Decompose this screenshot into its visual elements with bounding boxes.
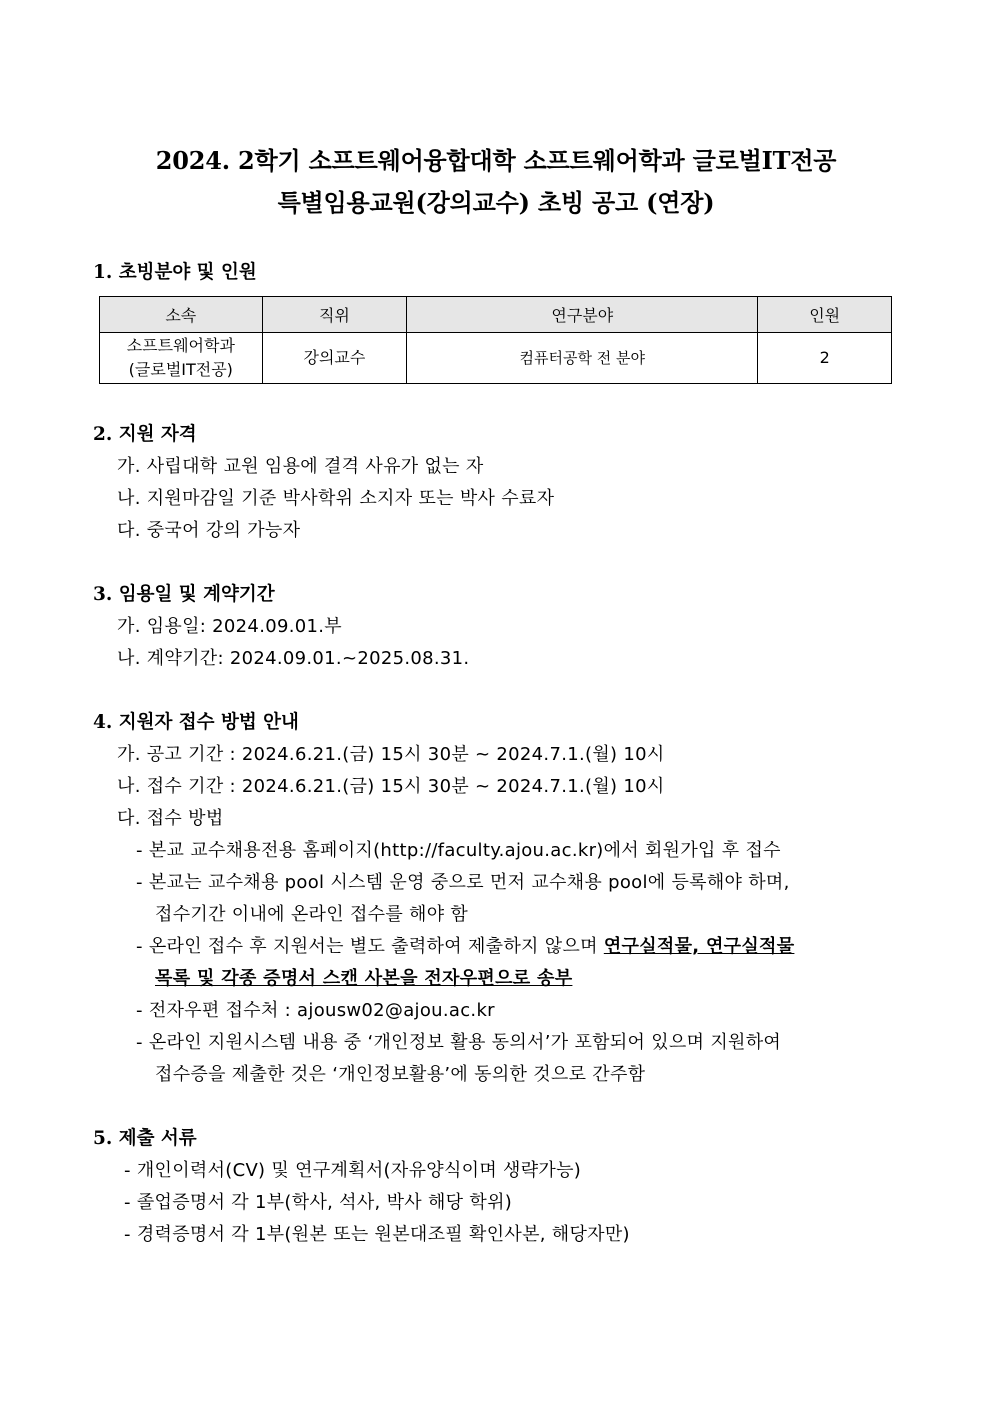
section-3-heading: 3. 임용일 및 계약기간 [93,584,275,605]
table-header-dept: 소속 [100,297,263,333]
table-header-row [100,297,892,333]
document-item: - 개인이력서(CV) 및 연구계획서(자유양식이며 생략가능) [124,1160,582,1181]
method-bullet-continued [155,964,572,990]
table-cell-position: 강의교수 [262,333,407,384]
method-bullet: - 본교는 교수채용 pool 시스템 운영 중으로 먼저 교수채용 pool에 등록해야 하며, [136,872,790,893]
qualification-item: 다. 중국어 강의 가능자 [117,520,301,541]
table-header-position: 직위 [262,297,407,333]
section-1-heading: 1. 초빙분야 및 인원 [93,262,257,283]
table-row [100,333,892,384]
table-cell-count: 2 [758,333,892,384]
method-bullet-emphasis: 연구실적물, 연구실적물 [603,936,795,957]
recruitment-table [99,296,892,384]
dept-line2: (글로벌IT전공) [128,360,233,379]
qualification-item: 나. 지원마감일 기준 박사학위 소지자 또는 박사 수료자 [117,488,555,509]
table-header-count: 인원 [758,297,892,333]
method-bullet: - 온라인 지원시스템 내용 중 ‘개인정보 활용 동의서’가 포함되어 있으며 지원하여 [136,1032,782,1053]
document-item: - 경력증명서 각 1부(원본 또는 원본대조필 확인사본, 해당자만) [124,1224,630,1245]
document-item: - 졸업증명서 각 1부(학사, 석사, 박사 해당 학위) [124,1192,513,1213]
method-bullet-text: - 온라인 접수 후 지원서는 별도 출력하여 제출하지 않으며 [136,936,604,957]
appointment-item: 가. 임용일: 2024.09.01.부 [117,616,342,637]
method-bullet [136,932,794,958]
appointment-item: 나. 계약기간: 2024.09.01.~2025.08.31. [117,648,470,669]
section-4-heading: 4. 지원자 접수 방법 안내 [93,712,299,733]
method-bullet-continued: 접수증을 제출한 것은 ‘개인정보활용’에 동의한 것으로 간주함 [155,1064,646,1085]
dept-line1: 소프트웨어학과 [126,336,235,355]
document-title-line1: 2024. 2학기 소프트웨어융합대학 소프트웨어학과 글로벌IT전공 [155,146,837,175]
application-item: 다. 접수 방법 [117,808,224,829]
section-5-heading: 5. 제출 서류 [93,1128,197,1149]
qualification-item: 가. 사립대학 교원 임용에 결격 사유가 없는 자 [117,456,484,477]
method-bullet: - 본교 교수채용전용 홈페이지(http://faculty.ajou.ac.kr)에서 회원가입 후 접수 [136,840,781,861]
document-title-line2: 특별임용교원(강의교수) 초빙 공고 (연장) [277,188,715,217]
section-2-heading: 2. 지원 자격 [93,424,197,445]
table-cell-field: 컴퓨터공학 전 분야 [407,333,758,384]
method-bullet-continued: 접수기간 이내에 온라인 접수를 해야 함 [155,904,469,925]
application-item: 나. 접수 기간 : 2024.6.21.(금) 15시 30분 ~ 2024.7.1.(월) 10시 [117,776,665,797]
table-cell-dept [100,333,263,384]
method-bullet: - 전자우편 접수처 : ajousw02@ajou.ac.kr [136,1000,495,1021]
method-bullet-emphasis: 목록 및 각종 증명서 스캔 사본을 전자우편으로 송부 [155,968,573,989]
table-header-field: 연구분야 [407,297,758,333]
application-item: 가. 공고 기간 : 2024.6.21.(금) 15시 30분 ~ 2024.7.1.(월) 10시 [117,744,665,765]
